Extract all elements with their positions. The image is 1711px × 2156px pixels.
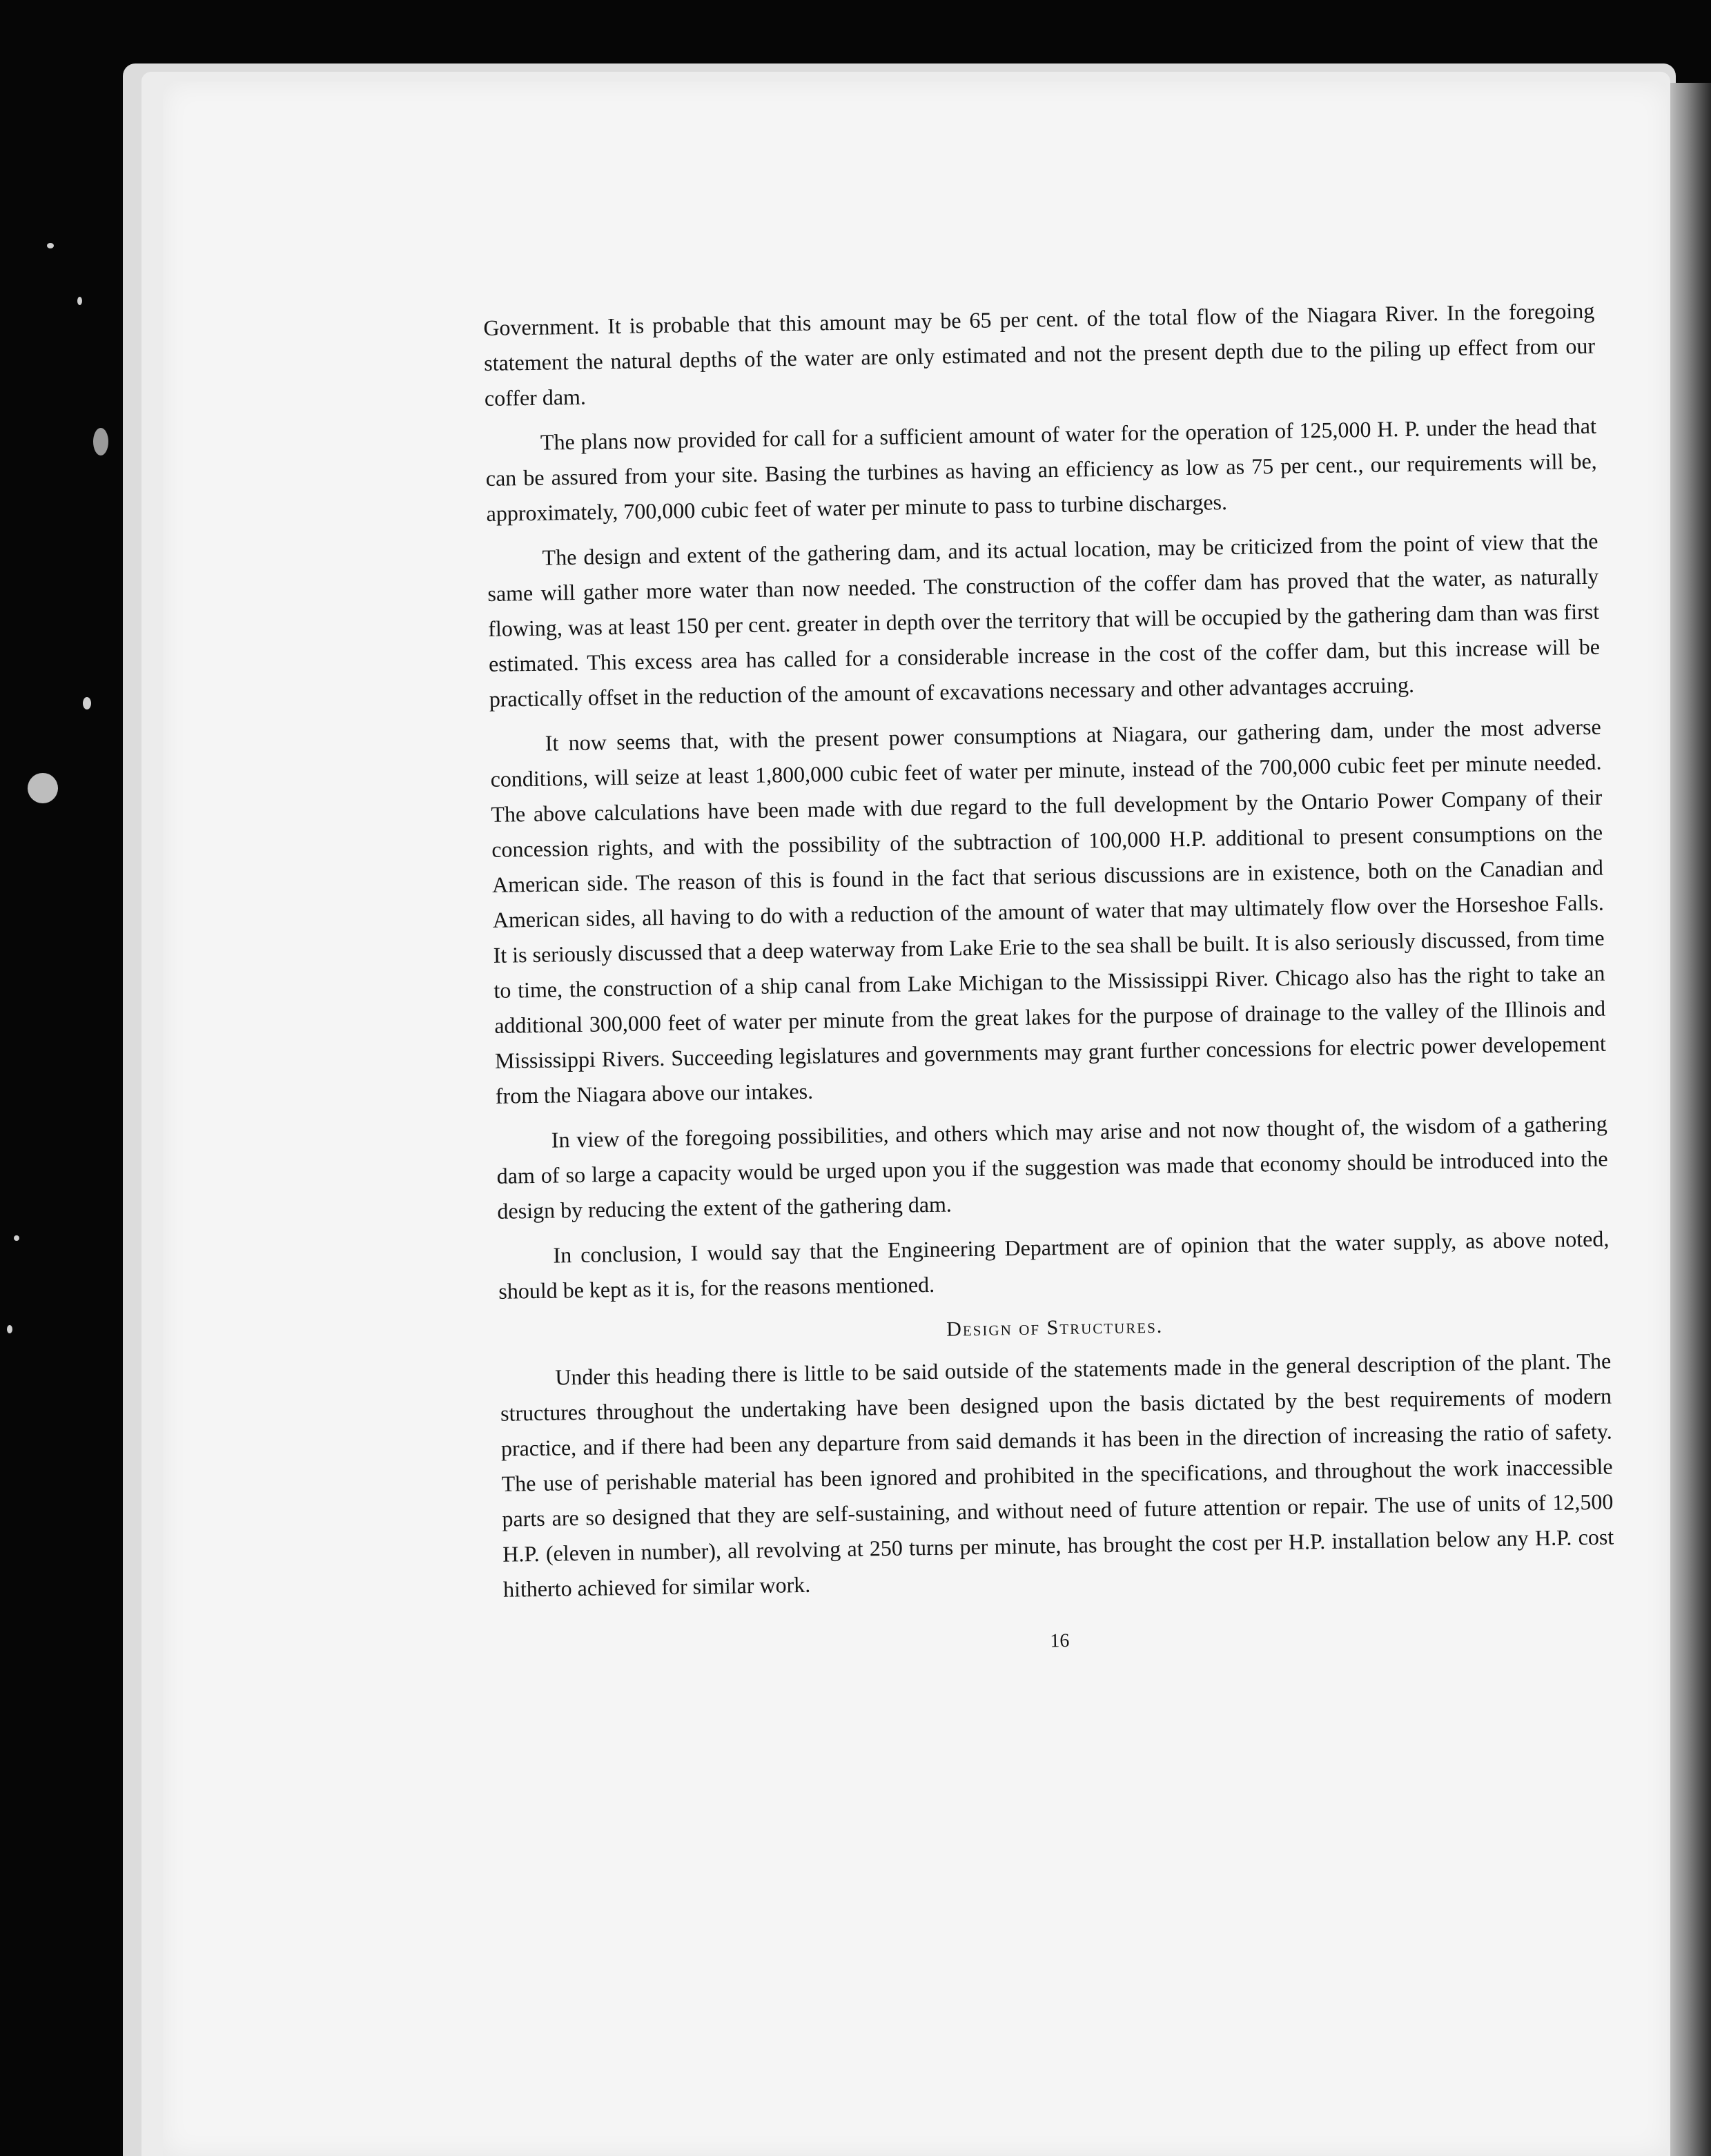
paragraph-6: In conclusion, I would say that the Engineering Department are of opinion that the water supply, as above noted, should be kept as it is, for the reasons mentioned. xyxy=(498,1226,1610,1304)
film-speck xyxy=(28,773,58,803)
page-number: 16 xyxy=(1050,1629,1070,1652)
paragraph-1: Government. It is probable that this amount may be 65 per cent. of the total flow of the Niagara River. In the foregoing statement the natural depths of the water are only estimated and not the present depth due to the piling up effect from our coffer dam. xyxy=(483,297,1596,411)
film-speck xyxy=(77,297,82,305)
paragraph-5: In view of the foregoing possibilities, and others which may arise and not now thought of, the wisdom of a gathering dam of so large a capacity would be urged upon you if the suggestion was made that economy should be introduced into the design by reducing the extent of the gathering dam. xyxy=(496,1110,1608,1224)
film-speck xyxy=(47,243,54,248)
paragraph-4: It now seems that, with the present power consumptions at Niagara, our gathering dam, under the most adverse conditions, will seize at least 1,800,000 cubic feet of water per minute, instead of the 700,000 cubic feet per minute needed. The above calculations have been made with due regard to the full development by the Ontario Power Company of their concession rights, and with the possibility of the subtraction of 100,000 H.P. additional to present consumptions on the American side. The reason of this is found in the fact that serious discussions are in existence, both on the Canadian and American sides, all having to do with a reduction of the amount of water that may ultimately flow over the Horseshoe Falls. It is seriously discussed that a deep waterway from Lake Erie to the sea shall be built. It is also seriously discussed, from time to time, the construction of a ship canal from Lake Michigan to the Mississippi River. Chicago also has the right to take an additional 300,000 feet of water per minute from the great lakes for the purpose of drainage to the valley of the Illinois and Mississippi Rivers. Succeeding legislatures and governments may grant further concessions for electric power developement from the Niagara above our intakes. xyxy=(490,714,1607,1108)
section-paragraph-1: Under this heading there is little to be said outside of the statements made in the general description of the plant. The structures throughout the undertaking have been designed upon the basis dictated by the best requirements of modern practice, and if there had been any departure from said demands it has been in the direction of increasing the ratio of safety. The use of perishable material has been ignored and prohibited in the specifications, and throughout the work inaccessible parts are so designed that they are self-sustaining, and without need of future attention or repair. The use of units of 12,500 H.P. (eleven in number), all revolving at 250 turns per minute, has brought the cost per H.P. installation below any H.P. cost hitherto achieved for similar work. xyxy=(500,1348,1614,1602)
film-speck xyxy=(7,1325,12,1333)
paragraph-2: The plans now provided for call for a sufficient amount of water for the operation of 125,000 H. P. under the head that can be assured from your site. Basing the turbines as having an efficiency as low as 75 per cent., our requirements will be, approximately, 700,000 cubic feet of water per minute to pass to turbine discharges. xyxy=(485,413,1597,526)
film-speck xyxy=(93,428,108,455)
film-speck xyxy=(14,1235,19,1241)
document-body xyxy=(483,293,1616,1667)
film-speck xyxy=(83,697,91,709)
paragraph-3: The design and extent of the gathering dam, and its actual location, may be criticized from the point of view that the same will gather more water than now needed. The construction of the coffer dam has proved that the water, as naturally flowing, was at least 150 per cent. greater in depth over the territory that will be occupied by the gathering dam than was first estimated. This excess area has called for a considerable increase in the cost of the coffer dam, but this increase will be practically offset in the reduction of the amount of excavations necessary and other advantages accruing. xyxy=(487,528,1601,712)
page-right-edge xyxy=(1670,83,1711,2156)
section-heading: Design of Structures. xyxy=(946,1314,1164,1341)
